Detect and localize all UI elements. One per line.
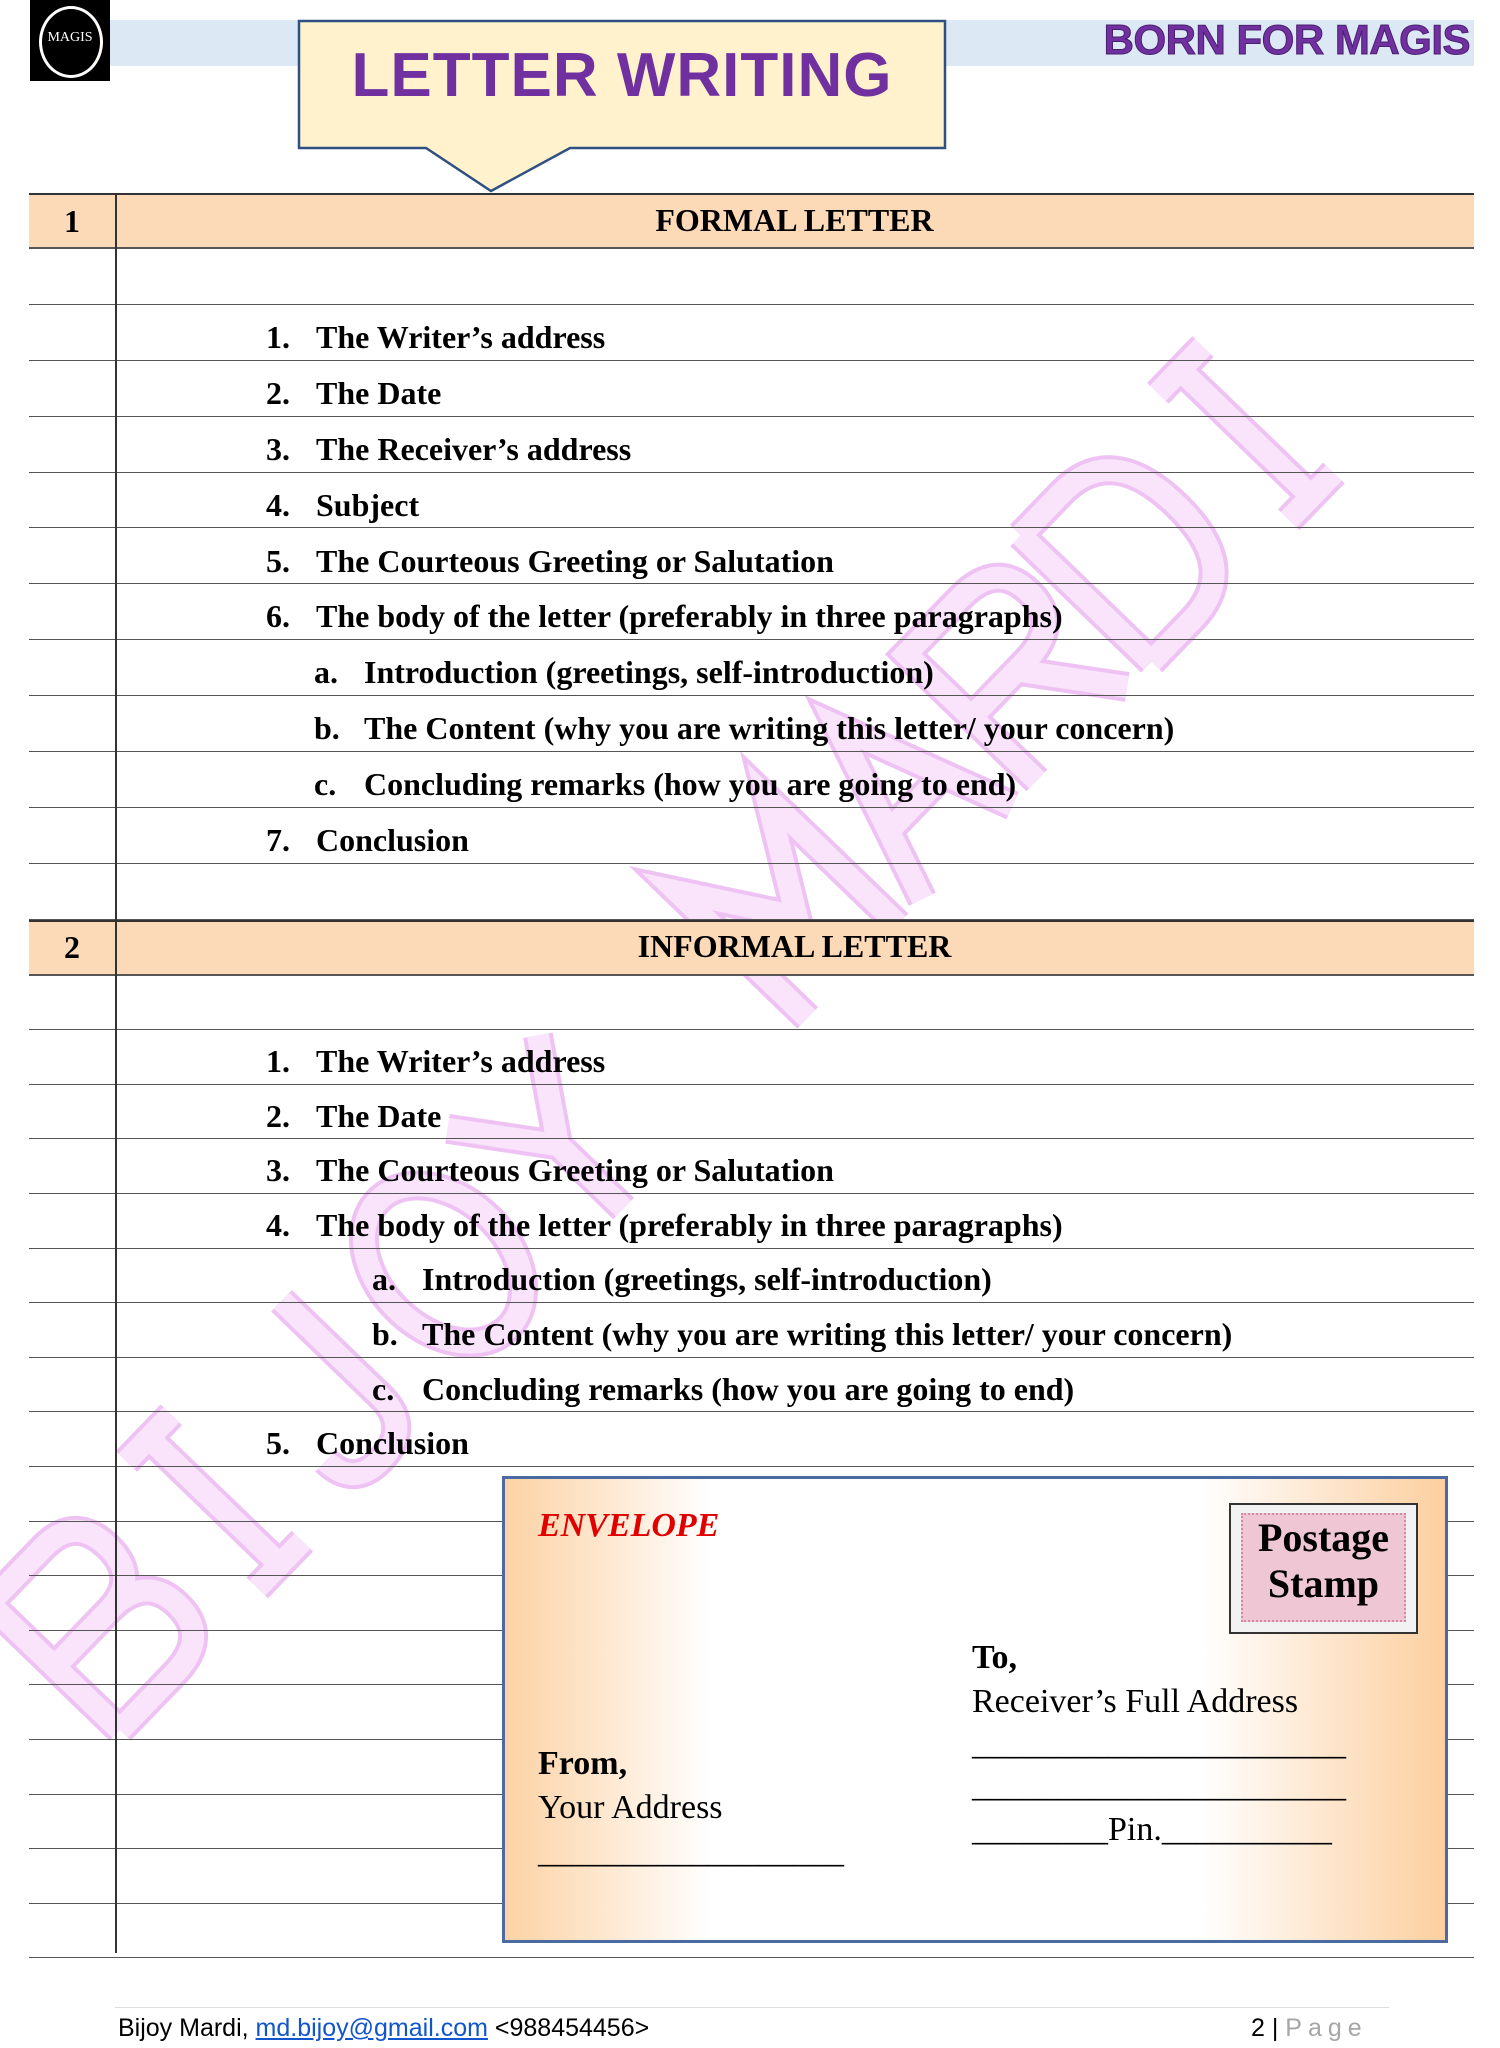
list-item-content <box>266 822 469 859</box>
list-text: The Courteous Greeting or Salutation <box>316 542 834 579</box>
list-marker: c. <box>372 1370 395 1407</box>
page-number-value: 2 <box>1251 2014 1265 2042</box>
list-marker: 1. <box>266 318 290 355</box>
list-item-row <box>29 528 1474 584</box>
list-item-row <box>29 305 1474 361</box>
list-marker: 3. <box>266 1152 290 1189</box>
list-item <box>115 359 1474 416</box>
list-text: The Date <box>316 1097 442 1134</box>
list-item <box>115 582 1474 639</box>
list-item <box>115 1083 1474 1139</box>
list-marker: 4. <box>266 1206 290 1243</box>
list-item <box>115 694 1474 751</box>
list-text: Conclusion <box>316 1425 469 1462</box>
list-item-content <box>266 598 1063 635</box>
list-item-row <box>29 808 1474 864</box>
list-item <box>115 806 1474 863</box>
list-item-content <box>266 1207 1063 1244</box>
list-marker: 7. <box>266 822 290 858</box>
list-text: The Courteous Greeting or Salutation <box>316 1152 834 1189</box>
section-title: INFORMAL LETTER <box>637 928 952 965</box>
list-item <box>115 1356 1474 1412</box>
list-item <box>115 471 1474 528</box>
from-label: From, <box>538 1745 628 1782</box>
list-text: Subject <box>316 486 420 523</box>
list-item-content <box>314 654 934 691</box>
list-item <box>115 303 1474 360</box>
list-text: Introduction (greetings, self-introduction) <box>422 1261 992 1298</box>
list-item <box>115 750 1474 807</box>
list-marker: c. <box>314 766 337 803</box>
list-item-row <box>29 1358 1474 1413</box>
list-marker: 4. <box>266 486 290 523</box>
list-text: The body of the letter (preferably in three paragraphs) <box>316 1206 1063 1243</box>
list-text: The Writer’s address <box>316 1043 606 1080</box>
list-item-content <box>372 1316 1232 1353</box>
list-item-row <box>29 417 1474 473</box>
list-item-content <box>314 766 1016 803</box>
list-item-content <box>266 1152 834 1189</box>
list-marker: 1. <box>266 1043 290 1080</box>
list-text: The Content (why you are writing this letter/ your concern) <box>422 1316 1233 1353</box>
list-text: Conclusion <box>316 822 469 858</box>
list-text: The Date <box>316 374 442 411</box>
envelope-label: ENVELOPE <box>538 1507 720 1544</box>
pin-line: ________Pin.__________ <box>972 1811 1332 1848</box>
footer-divider <box>115 2007 1389 2008</box>
list-item-row <box>29 696 1474 752</box>
brand-text: BORN FOR MAGIS <box>1103 16 1470 63</box>
list-item-row <box>29 361 1474 417</box>
list-item-row <box>29 640 1474 696</box>
list-text: The Content (why you are writing this letter/ your concern) <box>364 710 1175 747</box>
section-number: 1 <box>64 202 80 239</box>
list-item-content <box>266 1425 469 1462</box>
list-item-content <box>266 375 441 412</box>
footer-author: Bijoy Mardi, <box>118 2014 256 2042</box>
list-marker: b. <box>372 1316 398 1353</box>
list-marker: a. <box>314 654 338 691</box>
section-header <box>29 193 1474 249</box>
to-line-1: ______________________ <box>972 1725 1346 1762</box>
footer-email-link[interactable]: md.bijoy@gmail.com <box>255 2014 488 2042</box>
list-item <box>115 415 1474 472</box>
section-header <box>29 920 1474 976</box>
to-address: Receiver’s Full Address <box>972 1683 1299 1720</box>
list-marker: b. <box>314 710 340 747</box>
column-divider <box>115 193 117 1953</box>
list-item-row <box>29 1139 1474 1194</box>
list-item <box>115 1247 1474 1303</box>
stamp-line1: Postage <box>1257 1515 1390 1560</box>
stamp-label <box>1231 1515 1416 1607</box>
list-marker: 5. <box>266 542 290 579</box>
page-separator: | <box>1264 2014 1286 2042</box>
section-title: FORMAL LETTER <box>655 201 934 238</box>
list-item-row <box>29 1030 1474 1085</box>
list-text: Concluding remarks (how you are going to end) <box>422 1370 1075 1407</box>
list-item <box>115 1301 1474 1357</box>
from-line: __________________ <box>538 1833 844 1870</box>
list-item-content <box>266 1043 605 1080</box>
from-address: Your Address <box>538 1789 723 1826</box>
list-item-row <box>29 1303 1474 1358</box>
blank-row <box>29 249 1474 305</box>
list-item <box>115 1410 1474 1466</box>
list-item-row <box>29 1249 1474 1304</box>
list-item-row <box>29 752 1474 808</box>
list-marker: 6. <box>266 598 290 635</box>
page-number <box>1251 2014 1368 2043</box>
stamp-line2: Stamp <box>1267 1561 1380 1606</box>
to-label: To, <box>972 1639 1018 1676</box>
list-marker: 5. <box>266 1425 290 1462</box>
logo-text: MAGIS <box>47 30 93 45</box>
section-number: 2 <box>64 929 80 966</box>
list-item-row <box>29 473 1474 529</box>
postage-stamp <box>1229 1503 1418 1634</box>
blank-row <box>29 864 1474 920</box>
list-item-row <box>29 584 1474 640</box>
list-item <box>115 1028 1474 1084</box>
list-item-row <box>29 1194 1474 1249</box>
list-text: The Writer’s address <box>316 318 606 355</box>
footer-credit <box>118 2014 649 2043</box>
list-item <box>115 526 1474 583</box>
list-item <box>115 1137 1474 1193</box>
list-text: Introduction (greetings, self-introduction) <box>364 654 934 691</box>
footer-phone: <988454456> <box>487 2014 650 2042</box>
list-text: The Receiver’s address <box>316 430 632 467</box>
list-marker: 3. <box>266 430 290 467</box>
list-item-content <box>266 543 834 580</box>
list-item-content <box>266 487 419 524</box>
list-text: The body of the letter (preferably in three paragraphs) <box>316 598 1063 635</box>
list-item-content <box>266 431 631 468</box>
list-item-content <box>314 710 1174 747</box>
list-item-row <box>29 1412 1474 1467</box>
page-title: LETTER WRITING <box>351 41 893 110</box>
blank-row <box>29 976 1474 1031</box>
list-marker: a. <box>372 1261 396 1298</box>
list-item-content <box>372 1261 992 1298</box>
list-item-content <box>266 319 605 356</box>
envelope <box>502 1476 1448 1943</box>
to-line-2: ______________________ <box>972 1767 1346 1804</box>
list-item-content <box>372 1371 1074 1408</box>
list-item-content <box>266 1098 441 1135</box>
page-label: Page <box>1285 2014 1368 2042</box>
list-item <box>115 638 1474 695</box>
list-marker: 2. <box>266 374 290 411</box>
list-item <box>115 1192 1474 1248</box>
list-text: Concluding remarks (how you are going to end) <box>364 766 1017 803</box>
list-marker: 2. <box>266 1097 290 1134</box>
list-item-row <box>29 1085 1474 1140</box>
